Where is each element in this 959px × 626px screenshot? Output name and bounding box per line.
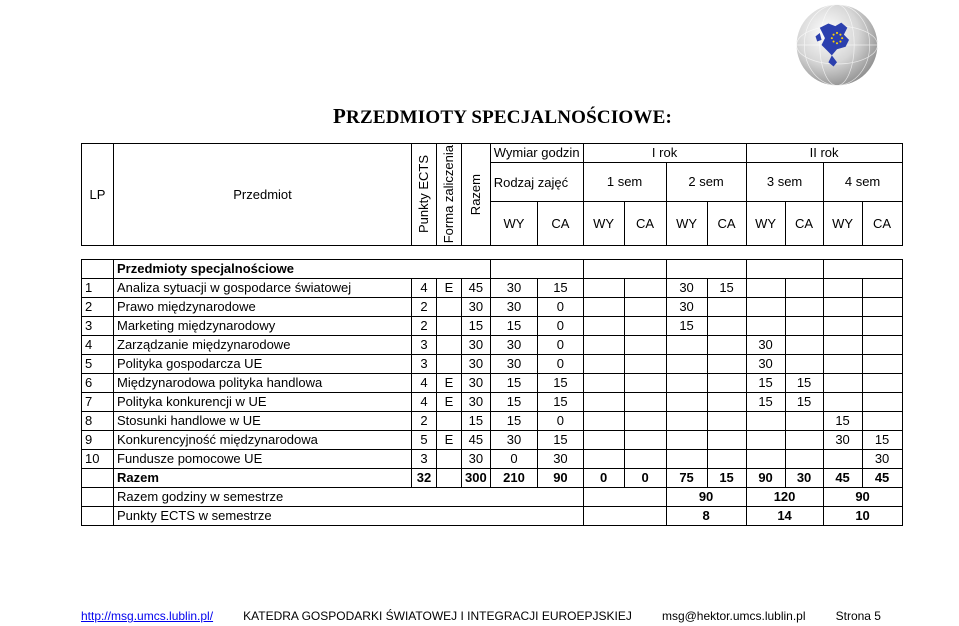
- row-ca: 0: [538, 298, 583, 317]
- row-s2-wy: [666, 374, 707, 393]
- footer-dept: KATEDRA GOSPODARKI ŚWIATOWEJ I INTEGRACJI EUROEPJSKIEJ: [243, 609, 632, 623]
- footer-page: Strona 5: [835, 609, 881, 623]
- row-wy: 15: [490, 374, 538, 393]
- row-s2-wy: [666, 412, 707, 431]
- table-row: [82, 336, 903, 355]
- row-lp: 10: [82, 450, 114, 469]
- row-s4-wy: [823, 317, 862, 336]
- row-s2-ca: 15: [707, 279, 746, 298]
- row-s2-wy: [666, 450, 707, 469]
- row-s1-wy: [583, 279, 624, 298]
- row-ca: 0: [538, 355, 583, 374]
- ects-s4: 10: [823, 507, 902, 526]
- row-ca: 15: [538, 393, 583, 412]
- row-s4-wy: [823, 279, 862, 298]
- row-ects: 2: [412, 298, 437, 317]
- row-s2-wy: 15: [666, 317, 707, 336]
- table-row: [82, 374, 903, 393]
- hours-s2: 90: [666, 488, 746, 507]
- table-row: [82, 450, 903, 469]
- row-name: Stosunki handlowe w UE: [114, 412, 412, 431]
- row-ects: 5: [412, 431, 437, 450]
- row-forma: E: [437, 431, 462, 450]
- row-wy: 0: [490, 450, 538, 469]
- row-forma: E: [437, 279, 462, 298]
- ects-s2: 8: [666, 507, 746, 526]
- page-footer: [81, 609, 881, 623]
- row-name: Konkurencyjność międzynarodowa: [114, 431, 412, 450]
- table-row: [82, 431, 903, 450]
- row-s4-wy: 30: [823, 431, 862, 450]
- row-s1-wy: [583, 298, 624, 317]
- row-s1-wy: [583, 450, 624, 469]
- hours-s4: 90: [823, 488, 902, 507]
- row-s1-wy: [583, 393, 624, 412]
- row-forma: E: [437, 374, 462, 393]
- header-wy: WY: [490, 202, 538, 246]
- header-row-1: [82, 144, 903, 163]
- table-row: [82, 298, 903, 317]
- row-s3-wy: [746, 412, 785, 431]
- subjects-table: [81, 143, 903, 526]
- row-s4-wy: [823, 374, 862, 393]
- row-name: Marketing międzynarodowy: [114, 317, 412, 336]
- row-s3-wy: 15: [746, 374, 785, 393]
- row-razem: 15: [462, 317, 491, 336]
- row-s4-ca: [862, 412, 902, 431]
- row-ects: 3: [412, 336, 437, 355]
- table-row: [82, 412, 903, 431]
- header-sem-3: 3 sem: [746, 163, 823, 202]
- row-s2-wy: [666, 355, 707, 374]
- row-forma: [437, 336, 462, 355]
- row-ects: 2: [412, 412, 437, 431]
- row-s3-wy: [746, 317, 785, 336]
- header-s2-ca: CA: [707, 202, 746, 246]
- header-s3-wy: WY: [746, 202, 785, 246]
- row-wy: 15: [490, 317, 538, 336]
- totals-s2-wy: 75: [666, 469, 707, 488]
- row-razem: 30: [462, 450, 491, 469]
- row-s2-ca: [707, 393, 746, 412]
- row-ects: 4: [412, 279, 437, 298]
- row-ca: 0: [538, 412, 583, 431]
- row-s3-ca: 15: [785, 393, 823, 412]
- row-wy: 30: [490, 298, 538, 317]
- row-ca: 30: [538, 450, 583, 469]
- ects-s3: 14: [746, 507, 823, 526]
- row-name: Fundusze pomocowe UE: [114, 450, 412, 469]
- row-s2-ca: [707, 431, 746, 450]
- row-s2-ca: [707, 298, 746, 317]
- header-ects: Punkty ECTS: [412, 144, 437, 246]
- row-s4-ca: [862, 279, 902, 298]
- row-ects: 4: [412, 393, 437, 412]
- row-s3-ca: [785, 317, 823, 336]
- row-s4-ca: 15: [862, 431, 902, 450]
- totals-razem: 300: [462, 469, 491, 488]
- table-row: [82, 317, 903, 336]
- row-s4-wy: [823, 393, 862, 412]
- row-forma: [437, 298, 462, 317]
- section-row: [82, 260, 903, 279]
- row-s4-wy: [823, 450, 862, 469]
- row-s1-ca: [624, 412, 666, 431]
- row-s1-wy: [583, 355, 624, 374]
- row-lp: 4: [82, 336, 114, 355]
- row-s2-ca: [707, 374, 746, 393]
- row-name: Polityka gospodarcza UE: [114, 355, 412, 374]
- row-s3-wy: [746, 431, 785, 450]
- row-forma: [437, 412, 462, 431]
- row-s1-ca: [624, 317, 666, 336]
- row-wy: 15: [490, 393, 538, 412]
- table-row: [82, 355, 903, 374]
- row-s3-wy: [746, 298, 785, 317]
- row-wy: 30: [490, 355, 538, 374]
- header-s4-wy: WY: [823, 202, 862, 246]
- header-s3-ca: CA: [785, 202, 823, 246]
- row-s1-ca: [624, 374, 666, 393]
- row-s4-ca: [862, 336, 902, 355]
- header-ca: CA: [538, 202, 583, 246]
- header-lp: LP: [82, 144, 114, 246]
- footer-link[interactable]: http://msg.umcs.lublin.pl/: [81, 609, 214, 623]
- row-s4-ca: [862, 393, 902, 412]
- row-ca: 15: [538, 374, 583, 393]
- row-name: Prawo międzynarodowe: [114, 298, 412, 317]
- row-ects: 4: [412, 374, 437, 393]
- totals-ects: 32: [412, 469, 437, 488]
- totals-wy: 210: [490, 469, 538, 488]
- row-s3-ca: 15: [785, 374, 823, 393]
- row-s2-wy: 30: [666, 298, 707, 317]
- row-ects: 3: [412, 450, 437, 469]
- row-s1-ca: [624, 393, 666, 412]
- row-s1-ca: [624, 298, 666, 317]
- row-s3-ca: [785, 298, 823, 317]
- row-wy: 30: [490, 431, 538, 450]
- totals-s1-ca: 0: [624, 469, 666, 488]
- row-s3-ca: [785, 412, 823, 431]
- row-name: Analiza sytuacji w gospodarce światowej: [114, 279, 412, 298]
- row-s2-ca: [707, 317, 746, 336]
- row-wy: 15: [490, 412, 538, 431]
- row-s1-wy: [583, 317, 624, 336]
- row-razem: 30: [462, 336, 491, 355]
- totals-s2-ca: 15: [707, 469, 746, 488]
- row-wy: 30: [490, 279, 538, 298]
- table-row: [82, 279, 903, 298]
- row-s1-ca: [624, 279, 666, 298]
- hours-row: [82, 488, 903, 507]
- totals-s4-wy: 45: [823, 469, 862, 488]
- row-lp: 9: [82, 431, 114, 450]
- hours-label: Razem godziny w semestrze: [114, 488, 584, 507]
- ects-label: Punkty ECTS w semestrze: [114, 507, 584, 526]
- totals-s3-wy: 90: [746, 469, 785, 488]
- row-s3-wy: [746, 450, 785, 469]
- row-s2-ca: [707, 412, 746, 431]
- row-s4-ca: [862, 317, 902, 336]
- totals-s4-ca: 45: [862, 469, 902, 488]
- row-razem: 45: [462, 279, 491, 298]
- row-s3-wy: 30: [746, 355, 785, 374]
- row-lp: 8: [82, 412, 114, 431]
- header-rodzaj: Rodzaj zajęć: [490, 163, 583, 202]
- row-s1-ca: [624, 336, 666, 355]
- row-s1-wy: [583, 431, 624, 450]
- row-s4-ca: [862, 355, 902, 374]
- globe-logo: [794, 2, 880, 88]
- row-razem: 45: [462, 431, 491, 450]
- row-ca: 15: [538, 279, 583, 298]
- row-ca: 0: [538, 336, 583, 355]
- row-s4-wy: 15: [823, 412, 862, 431]
- row-s3-ca: [785, 431, 823, 450]
- totals-ca: 90: [538, 469, 583, 488]
- table-row: [82, 393, 903, 412]
- totals-s1-wy: 0: [583, 469, 624, 488]
- header-s1-wy: WY: [583, 202, 624, 246]
- header-s1-ca: CA: [624, 202, 666, 246]
- row-ects: 3: [412, 355, 437, 374]
- header-sem-2: 2 sem: [666, 163, 746, 202]
- section-title: Przedmioty specjalnościowe: [114, 260, 491, 279]
- row-name: Zarządzanie międzynarodowe: [114, 336, 412, 355]
- row-razem: 30: [462, 355, 491, 374]
- header-forma: Forma zaliczenia: [437, 144, 462, 246]
- row-wy: 30: [490, 336, 538, 355]
- row-s2-wy: [666, 336, 707, 355]
- row-ects: 2: [412, 317, 437, 336]
- row-s2-ca: [707, 336, 746, 355]
- row-s4-ca: [862, 298, 902, 317]
- row-s3-ca: [785, 336, 823, 355]
- row-s3-ca: [785, 450, 823, 469]
- row-lp: 2: [82, 298, 114, 317]
- row-s4-ca: [862, 374, 902, 393]
- row-razem: 30: [462, 298, 491, 317]
- row-lp: 5: [82, 355, 114, 374]
- row-name: Międzynarodowa polityka handlowa: [114, 374, 412, 393]
- row-forma: [437, 317, 462, 336]
- row-s3-wy: [746, 279, 785, 298]
- hours-s3: 120: [746, 488, 823, 507]
- row-forma: [437, 450, 462, 469]
- totals-row: [82, 469, 903, 488]
- row-s2-wy: [666, 393, 707, 412]
- row-razem: 30: [462, 393, 491, 412]
- row-s1-wy: [583, 374, 624, 393]
- header-rok-1: I rok: [583, 144, 746, 163]
- totals-label: Razem: [114, 469, 412, 488]
- row-forma: [437, 355, 462, 374]
- row-razem: 15: [462, 412, 491, 431]
- row-lp: 6: [82, 374, 114, 393]
- row-s1-ca: [624, 431, 666, 450]
- spacer-row: [82, 246, 903, 260]
- row-s3-ca: [785, 279, 823, 298]
- row-s3-wy: 15: [746, 393, 785, 412]
- header-wymiar: Wymiar godzin: [490, 144, 583, 163]
- row-lp: 3: [82, 317, 114, 336]
- row-s1-ca: [624, 355, 666, 374]
- ects-s1: [583, 507, 666, 526]
- row-s2-wy: 30: [666, 279, 707, 298]
- header-sem-1: 1 sem: [583, 163, 666, 202]
- header-s2-wy: WY: [666, 202, 707, 246]
- row-s2-ca: [707, 450, 746, 469]
- row-s4-wy: [823, 355, 862, 374]
- row-ca: 15: [538, 431, 583, 450]
- row-lp: 7: [82, 393, 114, 412]
- footer-email: msg@hektor.umcs.lublin.pl: [661, 609, 806, 623]
- row-s3-wy: 30: [746, 336, 785, 355]
- row-s4-ca: 30: [862, 450, 902, 469]
- row-name: Polityka konkurencji w UE: [114, 393, 412, 412]
- header-razem: Razem: [462, 144, 491, 246]
- header-s4-ca: CA: [862, 202, 902, 246]
- row-s1-wy: [583, 336, 624, 355]
- row-forma: E: [437, 393, 462, 412]
- ects-row: [82, 507, 903, 526]
- totals-s3-ca: 30: [785, 469, 823, 488]
- row-s2-wy: [666, 431, 707, 450]
- row-ca: 0: [538, 317, 583, 336]
- row-s1-wy: [583, 412, 624, 431]
- row-razem: 30: [462, 374, 491, 393]
- row-s4-wy: [823, 298, 862, 317]
- row-lp: 1: [82, 279, 114, 298]
- header-przedmiot: Przedmiot: [114, 144, 412, 246]
- header-sem-4: 4 sem: [823, 163, 902, 202]
- row-s4-wy: [823, 336, 862, 355]
- row-s2-ca: [707, 355, 746, 374]
- header-rok-2: II rok: [746, 144, 902, 163]
- row-s3-ca: [785, 355, 823, 374]
- row-s1-ca: [624, 450, 666, 469]
- hours-s1: [583, 488, 666, 507]
- page-title: PRZEDMIOTY SPECJALNOŚCIOWE:: [333, 104, 672, 128]
